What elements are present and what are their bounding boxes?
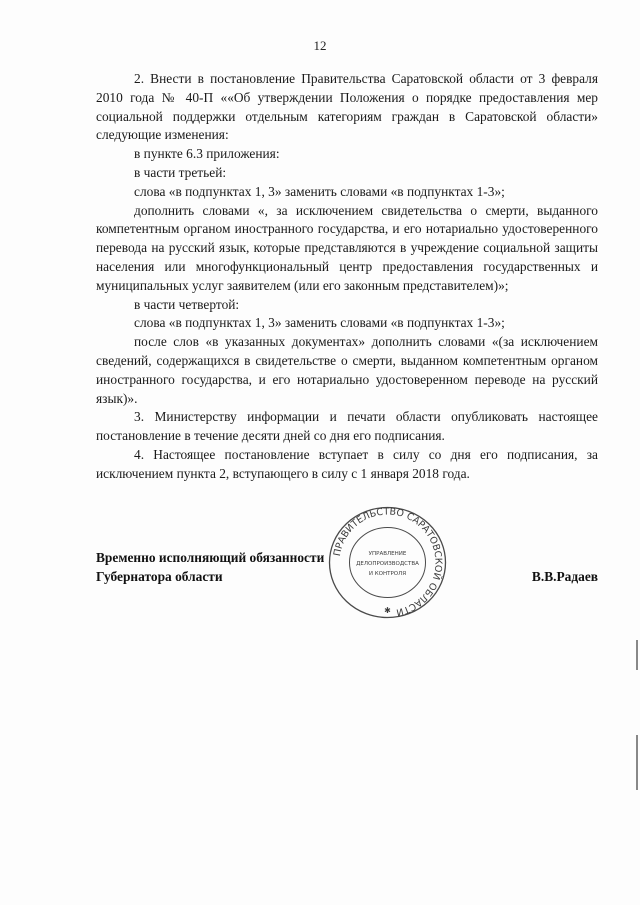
scan-edge-mark [636, 640, 638, 670]
stamp-center-line1: УПРАВЛЕНИЕ [368, 551, 407, 557]
paragraph-item-3: 3. Министерству информации и печати области опубликовать настоящее постановление в течение десяти дней со дня его подписания. [96, 409, 598, 444]
paragraph-after-words: после слов «в указанных документах» дополнить словами «(за исключением сведений, содержащихся в свидетельстве о смерти, выданном компетентным органом иностранного государства, и его нотариально удостоверенном переводе на русский язык)». [96, 334, 598, 406]
stamp-center-line3: И КОНТРОЛЯ [368, 571, 407, 577]
stamp-center-line2: ДЕЛОПРОИЗВОДСТВА [356, 561, 419, 567]
paragraph-part-three: в части третьей: [134, 164, 227, 180]
scan-edge-mark [636, 735, 638, 790]
paragraph-replace-words-1: слова «в подпунктах 1, 3» заменить словами «в подпунктах 1-3»; [134, 183, 505, 199]
paragraph-replace-words-2: слова «в подпунктах 1, 3» заменить словами «в подпунктах 1-3»; [134, 315, 505, 331]
signatory-name: В.В.Радаев [531, 569, 598, 584]
signatory-position-line2: Губернатора области [96, 569, 223, 584]
paragraph-item-4: 4. Настоящее постановление вступает в силу со дня его подписания, за исключением пункта 2, вступающего в силу с 1 января 2018 года. [96, 446, 598, 481]
paragraph-item-2: 2. Внести в постановление Правительства Саратовской области от 3 февраля 2010 года № 40-П ««Об утверждении Положения о порядке предоставления мер социальной поддержки отдельным категориям граждан в Саратовской области» следующие изменения: [96, 71, 598, 143]
paragraph-part-four: в части четвертой: [134, 296, 240, 312]
page-number: 12 [313, 38, 327, 53]
stamp-star-icon: ✱ [384, 606, 391, 615]
paragraph-add-words: дополнить словами «, за исключением свидетельства о смерти, выданного компетентным органом иностранного государства, и его нотариально удостоверенного перевода на русский язык, которые представляются в учреждение социальной защиты населения или многофункциональный центр предоставления государственных и муниципальных услуг заявителем (или его законным представителем)»; [96, 202, 598, 293]
document-body [96, 70, 598, 484]
stamp-ring-text: ПРАВИТЕЛЬСТВО САРАТОВСКОЙ ОБЛАСТИ [331, 506, 444, 618]
official-seal-stamp [320, 505, 455, 620]
paragraph-clause-6-3: в пункте 6.3 приложения: [134, 146, 280, 162]
signatory-position-line1: Временно исполняющий обязанности [96, 550, 325, 565]
